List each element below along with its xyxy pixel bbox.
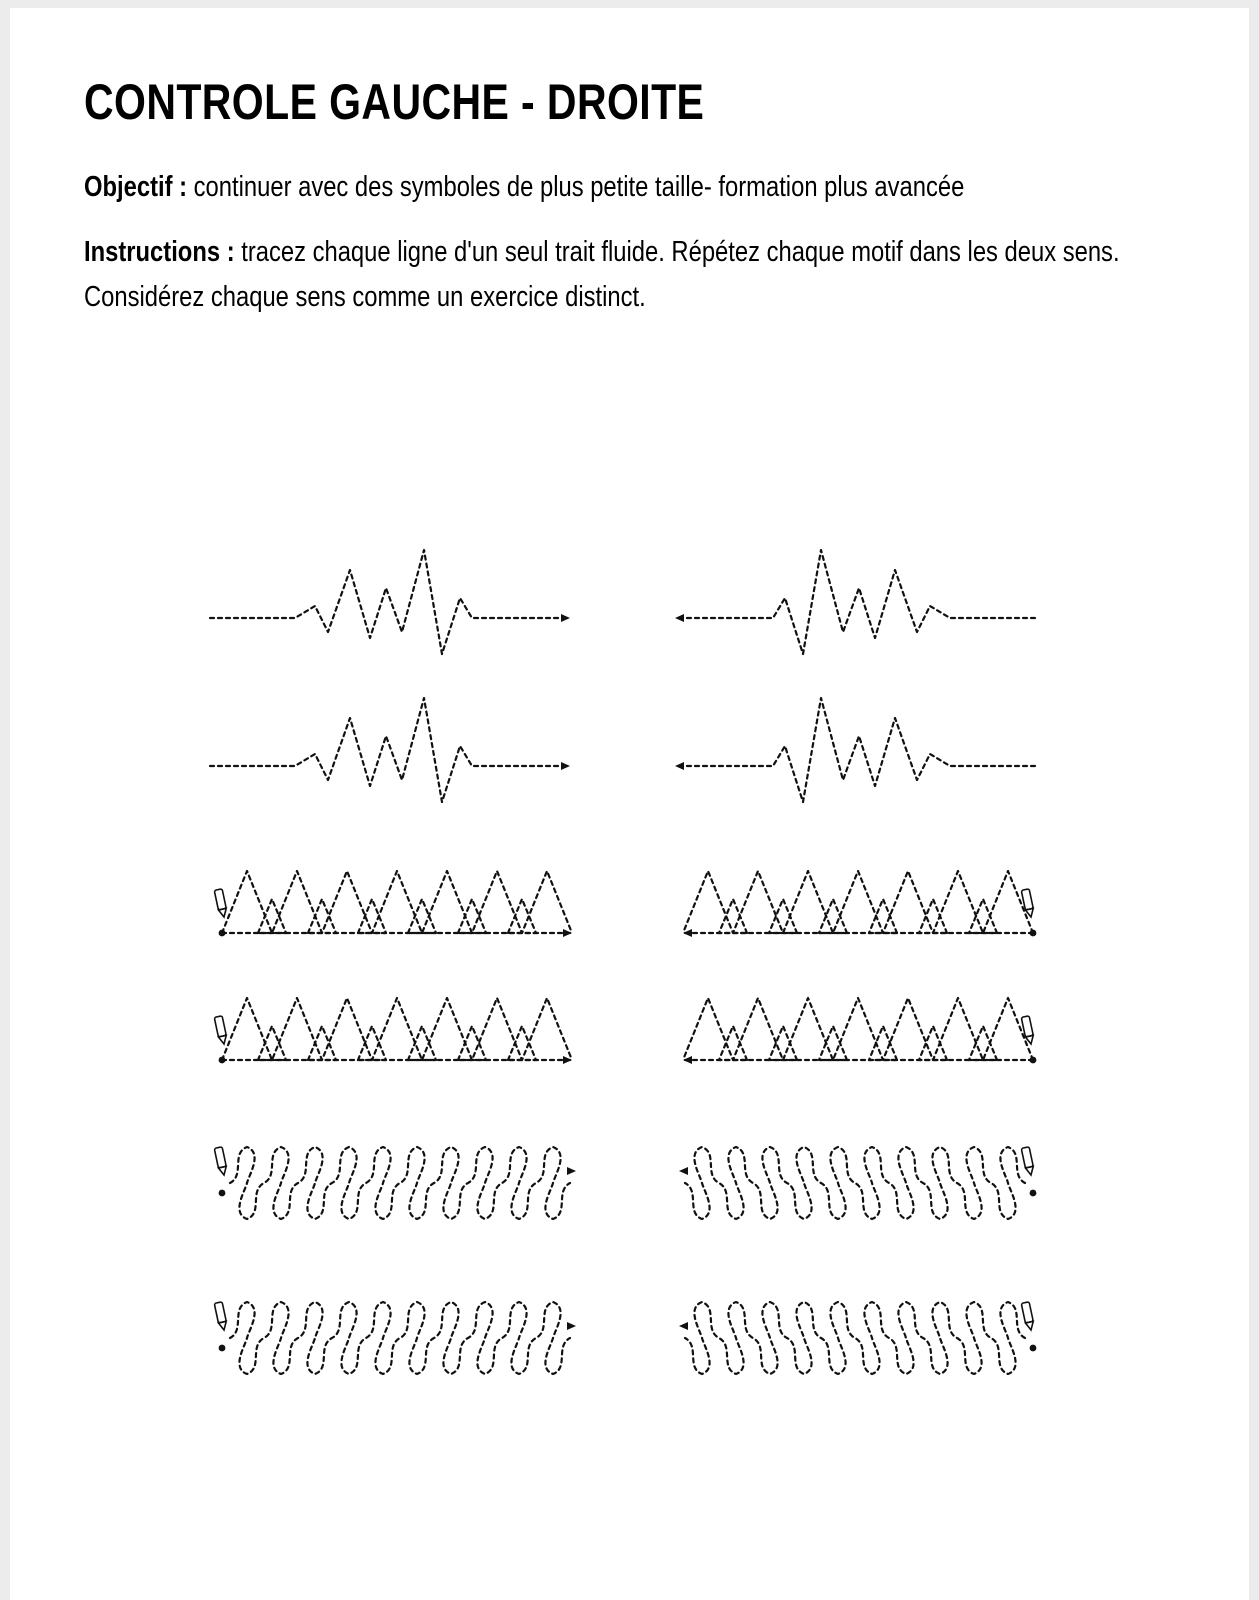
- pencil-icon: [1021, 1147, 1035, 1176]
- arrow-icon: [567, 1322, 576, 1330]
- loop-trace: [685, 1302, 1025, 1374]
- exercise-triangles-right-to-left-row-3: [683, 871, 1036, 937]
- zigzag-trace: [210, 550, 570, 654]
- objective-label: Objectif :: [84, 171, 188, 203]
- arrow-icon: [561, 614, 570, 622]
- start-dot: [1030, 1190, 1037, 1197]
- arrow-icon: [679, 1167, 688, 1175]
- exercise-triangles-right-to-left-row-4: [683, 998, 1036, 1064]
- triangle-trace: [683, 871, 1033, 933]
- arrow-icon: [675, 762, 684, 770]
- instructions-label: Instructions :: [84, 236, 235, 268]
- pencil-icon: [214, 1016, 228, 1045]
- zigzag-trace: [210, 698, 570, 802]
- exercise-triangles-left-to-right-row-4: [214, 998, 572, 1064]
- page-title: CONTROLE GAUCHE - DROITE: [84, 74, 705, 130]
- exercise-zigzag-left-to-right-row-2: [210, 698, 570, 802]
- objective-text: continuer avec des symboles de plus petite taille- formation plus avancée: [187, 171, 965, 203]
- arrow-icon: [567, 1167, 576, 1175]
- zigzag-trace: [675, 698, 1035, 802]
- start-dot: [1030, 1057, 1037, 1064]
- start-dot: [219, 930, 226, 937]
- zigzag-trace: [675, 550, 1035, 654]
- pencil-icon: [214, 889, 228, 918]
- triangle-trace: [683, 998, 1033, 1060]
- exercise-loops-right-to-left-row-6: [679, 1302, 1036, 1374]
- exercise-loops-right-to-left-row-5: [679, 1147, 1036, 1219]
- arrow-icon: [675, 614, 684, 622]
- loop-trace: [230, 1147, 570, 1219]
- instructions-text: tracez chaque ligne d'un seul trait fluide. Répétez chaque motif dans les deux sens. Considérez chaque sens comme un exercice distinct.: [84, 236, 1120, 313]
- triangle-trace: [222, 871, 572, 933]
- start-dot: [219, 1190, 226, 1197]
- pencil-icon: [1021, 1302, 1035, 1331]
- exercise-loops-left-to-right-row-5: [214, 1147, 576, 1219]
- exercise-triangles-left-to-right-row-3: [214, 871, 572, 937]
- tracing-exercises: [190, 518, 1070, 1418]
- arrow-icon: [679, 1322, 688, 1330]
- exercise-zigzag-right-to-left-row-2: [675, 698, 1035, 802]
- arrow-icon: [561, 762, 570, 770]
- loop-trace: [230, 1302, 570, 1374]
- triangle-trace: [222, 998, 572, 1060]
- pencil-icon: [214, 1302, 228, 1331]
- objective-paragraph: [84, 165, 1158, 210]
- start-dot: [219, 1057, 226, 1064]
- pencil-icon: [1021, 889, 1035, 918]
- exercise-zigzag-right-to-left-row-1: [675, 550, 1035, 654]
- exercise-zigzag-left-to-right-row-1: [210, 550, 570, 654]
- pencil-icon: [214, 1147, 228, 1176]
- tracing-exercises-canvas: [190, 518, 1070, 1418]
- start-dot: [1030, 930, 1037, 937]
- instructions-paragraph: [84, 230, 1158, 320]
- pencil-icon: [1021, 1016, 1035, 1045]
- worksheet-page: [10, 8, 1249, 1600]
- start-dot: [219, 1345, 226, 1352]
- exercise-loops-left-to-right-row-6: [214, 1302, 576, 1374]
- start-dot: [1030, 1345, 1037, 1352]
- loop-trace: [685, 1147, 1025, 1219]
